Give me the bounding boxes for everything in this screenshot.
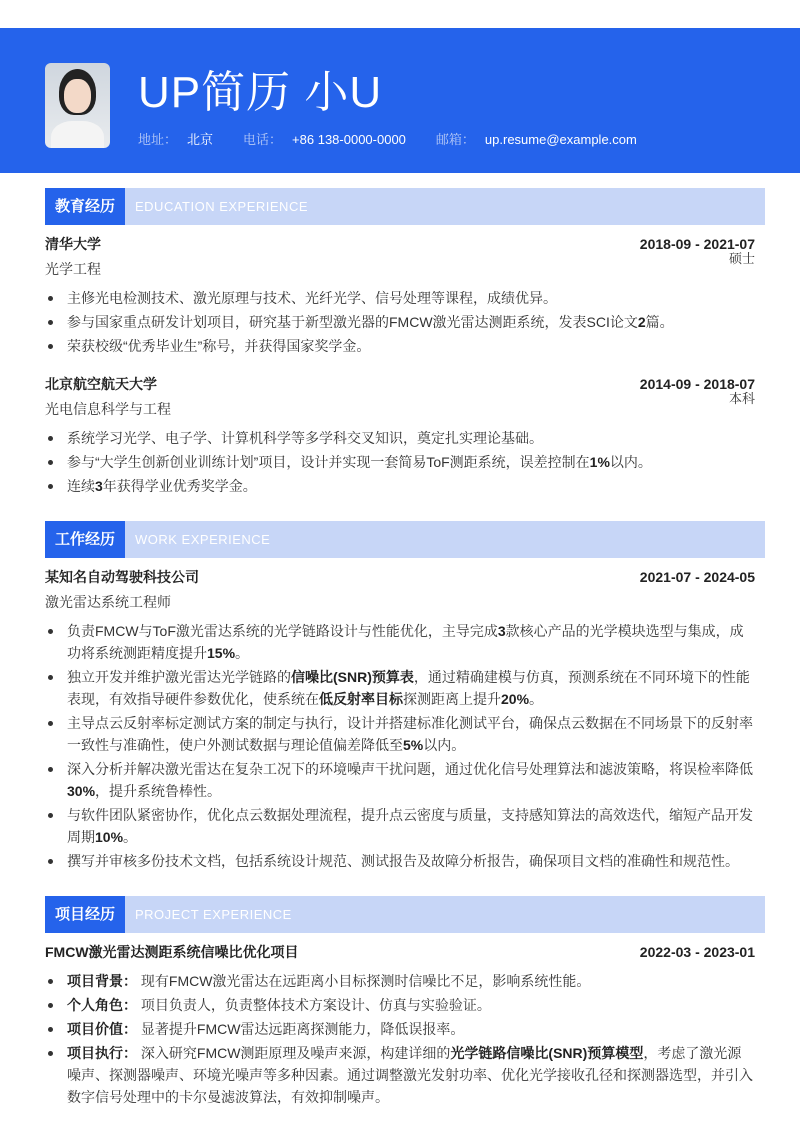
text: 撰写并审核多份技术文档，包括系统设计规范、测试报告及故障分析报告，确保项目文档的准确性和规范性。 (67, 853, 739, 869)
entry-heading (45, 942, 765, 962)
entry-date: 2014-09 - 2018-07 (639, 376, 755, 392)
bold-text: 15% (207, 645, 236, 661)
bold-text: 个人角色： (67, 997, 137, 1013)
text: 参与国家重点研发计划项目，研究基于新型激光器的FMCW激光雷达测距系统，发表SCI论文 (67, 314, 638, 330)
section-title: 工作经历 (45, 521, 125, 558)
entry-subheading (45, 592, 765, 612)
bullet-item (45, 620, 765, 664)
entry-role: 激光雷达系统工程师 (45, 594, 171, 610)
text: 独立开发并维护激光雷达光学链路的 (67, 669, 291, 685)
text: ，考虑了激光源噪声、探测器噪声、环境光噪声等多种因素。通过调整激光发射功率、优化光学接收孔径和探测器选型，并引入数字信号处理中的卡尔曼滤波算法，有效抑制噪声。 (67, 1045, 753, 1105)
entry-date: 2018-09 - 2021-07 (639, 236, 755, 252)
section-subtitle: WORK EXPERIENCE (135, 532, 271, 547)
candidate-name: UP简历 小U (138, 68, 383, 117)
section-project-experience (45, 896, 765, 1108)
text: 以内。 (423, 737, 466, 753)
text: 参与“大学生创新创业训练计划”项目，设计并实现一套简易ToF测距系统，误差控制在 (67, 454, 590, 470)
bullet-item (45, 335, 765, 357)
bullet-item (45, 758, 765, 802)
bold-text: 项目价值： (67, 1021, 137, 1037)
address-value: 北京 (187, 132, 214, 147)
bullet-item (45, 311, 765, 333)
entry-date: 2022-03 - 2023-01 (639, 944, 755, 960)
text: 连续 (67, 478, 95, 494)
bullet-item (45, 1018, 765, 1040)
section-header (45, 896, 765, 933)
text: 深入分析并解决激光雷达在复杂工况下的环境噪声干扰问题，通过优化信号处理算法和滤波策略，将误检率降低 (67, 761, 753, 777)
contact-info (138, 131, 667, 149)
entry-title: 北京航空航天大学 (45, 376, 157, 392)
section-spacer (45, 874, 765, 896)
bullet-item (45, 475, 765, 497)
text: 探测距离上提升 (403, 691, 501, 707)
profile-photo (45, 63, 110, 148)
bullet-list (45, 620, 765, 872)
entry-subheading (45, 251, 765, 279)
bold-text: 3 (95, 478, 103, 494)
text: 系统学习光学、电子学、计算机科学等多学科交叉知识，奠定扎实理论基础。 (67, 430, 543, 446)
bullet-item (45, 451, 765, 473)
bullet-item (45, 1042, 765, 1108)
bold-text: 3 (497, 623, 506, 639)
text: 主导点云反射率标定测试方案的制定与执行，设计并搭建标准化测试平台，确保点云数据在不同场景下的反射率一致性与准确性，使户外测试数据与理论值偏差降低至 (67, 715, 753, 753)
bullet-item (45, 804, 765, 848)
section-title: 项目经历 (45, 896, 125, 933)
entry-title: 某知名自动驾驶科技公司 (45, 569, 199, 585)
bold-text: 2 (637, 314, 646, 330)
entry-role: 光学工程 (45, 261, 101, 277)
text: 以内。 (609, 454, 652, 470)
text: 篇。 (645, 314, 674, 330)
bold-text: 低反射率目标 (319, 691, 403, 707)
section-subtitle: EDUCATION EXPERIENCE (135, 199, 309, 214)
section-title: 教育经历 (45, 188, 125, 225)
bold-text: 10% (95, 829, 124, 845)
text: ，通过精确建模与仿真，预测系统在不同环境下的性能表现，有效指导硬件参数优化，使系统在 (67, 669, 750, 707)
bullet-item (45, 287, 765, 309)
bold-text: 20% (501, 691, 530, 707)
entry-heading (45, 234, 765, 254)
text: 款核心产品的光学模块选型与集成，成功将系统测距精度提升 (67, 623, 744, 661)
section-education-experience (45, 188, 765, 497)
entry-role: 光电信息科学与工程 (45, 401, 171, 417)
bullet-list (45, 427, 765, 497)
bullet-item (45, 970, 765, 992)
section-subtitle: PROJECT EXPERIENCE (135, 907, 292, 922)
phone-value: +86 138-0000-0000 (292, 132, 406, 147)
text: 。 (235, 645, 250, 661)
bold-text: 信噪比(SNR)预算表 (291, 669, 414, 685)
text: 。 (529, 691, 544, 707)
email-label: 邮箱： (435, 132, 475, 147)
bullet-item (45, 427, 765, 449)
entry-subheading (45, 391, 765, 419)
bold-text: 5% (403, 737, 424, 753)
entry-date: 2021-07 - 2024-05 (639, 569, 755, 585)
section-work-experience (45, 521, 765, 872)
text: 。 (123, 829, 138, 845)
text: 显著提升FMCW雷达远距离探测能力，降低误报率。 (137, 1021, 465, 1037)
entry-heading (45, 567, 765, 587)
section-header (45, 521, 765, 558)
entry-degree: 硕士 (728, 251, 755, 266)
bullet-item (45, 666, 765, 710)
section-header (45, 188, 765, 225)
entry-title: FMCW激光雷达测距系统信噪比优化项目 (45, 944, 299, 960)
resume-body (45, 188, 765, 1110)
bold-text: 项目背景： (67, 973, 137, 989)
bold-text: 1% (589, 454, 610, 470)
entry-title: 清华大学 (45, 236, 101, 252)
bullet-list (45, 287, 765, 357)
text: ，提升系统鲁棒性。 (95, 783, 222, 799)
text: 主修光电检测技术、激光原理与技术、光纤光学、信号处理等课程，成绩优异。 (67, 290, 557, 306)
text: 年获得学业优秀奖学金。 (102, 478, 257, 494)
text: 项目负责人，负责整体技术方案设计、仿真与实验验证。 (137, 997, 491, 1013)
section-spacer (45, 499, 765, 521)
resume-header (0, 28, 800, 173)
address-label: 地址： (138, 132, 178, 147)
entry-degree: 本科 (728, 391, 755, 406)
entry-spacer (45, 359, 765, 369)
text: 荣获校级“优秀毕业生”称号，并获得国家奖学金。 (67, 338, 371, 354)
text: 负责FMCW与ToF激光雷达系统的光学链路设计与性能优化，主导完成 (67, 623, 498, 639)
bullet-item (45, 850, 765, 872)
bullet-list (45, 970, 765, 1108)
bullet-item (45, 994, 765, 1016)
bullet-item (45, 712, 765, 756)
phone-label: 电话： (243, 132, 283, 147)
bold-text: 30% (67, 783, 96, 799)
text: 深入研究FMCW测距原理及噪声来源，构建详细的 (137, 1045, 451, 1061)
email-value: up.resume@example.com (484, 132, 637, 147)
bold-text: 项目执行： (67, 1045, 137, 1061)
text: 与软件团队紧密协作，优化点云数据处理流程，提升点云密度与质量，支持感知算法的高效迭代，缩短产品开发周期 (67, 807, 753, 845)
bold-text: 光学链路信噪比(SNR)预算模型 (450, 1045, 644, 1061)
entry-heading (45, 374, 765, 394)
text: 现有FMCW激光雷达在远距离小目标探测时信噪比不足，影响系统性能。 (137, 973, 591, 989)
